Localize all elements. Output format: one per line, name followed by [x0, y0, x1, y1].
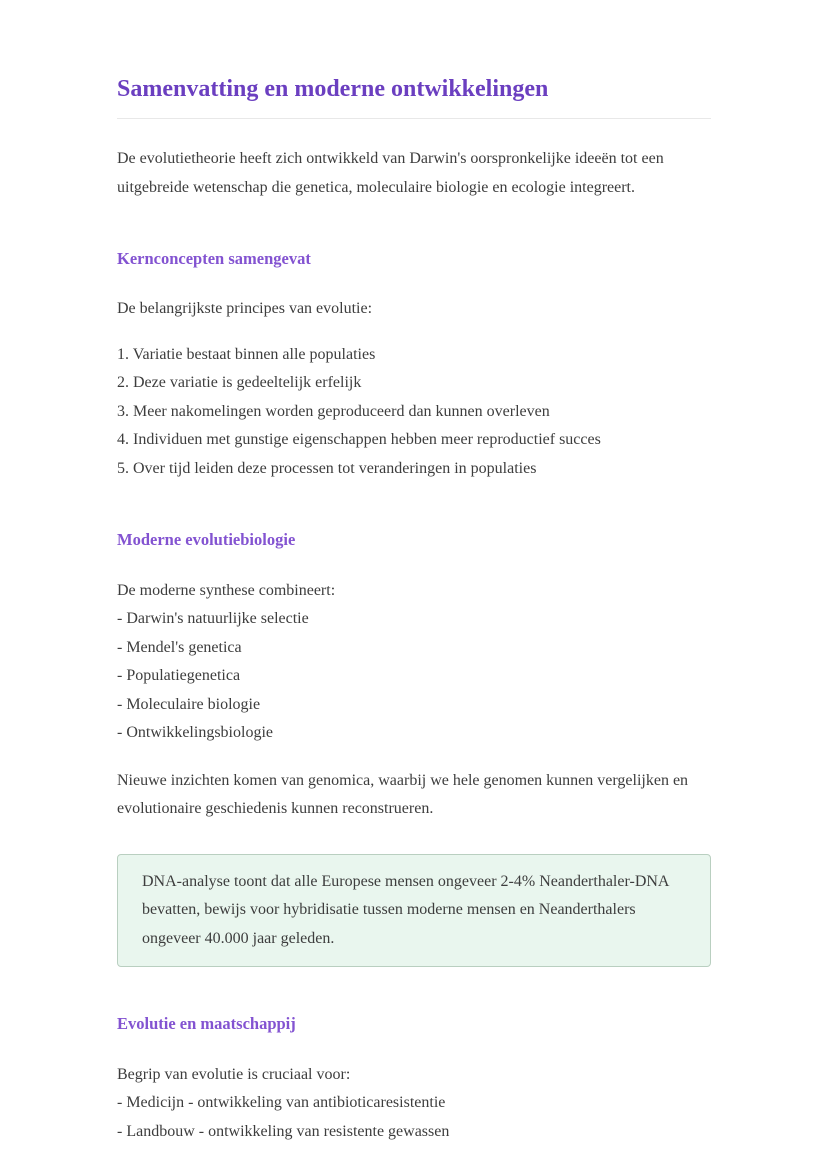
section-heading-evolutie-en-maatschappij: Evolutie en maatschappij — [117, 1014, 296, 1034]
list-item: - Mendel's genetica — [117, 638, 242, 656]
title-divider — [117, 118, 711, 119]
list-item: - Moleculaire biologie — [117, 695, 261, 713]
callout-box — [117, 854, 711, 968]
callout-text: DNA-analyse toont dat alle Europese mensen ongeveer 2-4% Neanderthaler-DNA bevatten, bewijs voor hybridisatie tussen moderne mensen en Neanderthalers ongeveer 40.000 jaar geleden. — [142, 872, 669, 947]
dash-list-lead: Begrip van evolutie is cruciaal voor: — [117, 1065, 351, 1083]
dash-list-maatschappij — [117, 1061, 711, 1147]
numbered-list — [117, 341, 711, 484]
list-item: - Medicijn - ontwikkeling van antibioticaresistentie — [117, 1094, 446, 1112]
section-heading-moderne-evolutiebiologie: Moderne evolutiebiologie — [117, 530, 296, 550]
list-item: 1. Variatie bestaat binnen alle populaties — [117, 345, 376, 363]
list-item: - Ontwikkelingsbiologie — [117, 724, 273, 742]
list-item: 3. Meer nakomelingen worden geproduceerd dan kunnen overleven — [117, 402, 550, 420]
list-item: 5. Over tijd leiden deze processen tot veranderingen in populaties — [117, 459, 537, 477]
list-item: 4. Individuen met gunstige eigenschappen hebben meer reproductief succes — [117, 431, 601, 449]
list-item: - Landbouw - ontwikkeling van resistente gewassen — [117, 1122, 450, 1140]
list-item: - Darwin's natuurlijke selectie — [117, 610, 309, 628]
section-heading-kernconcepten: Kernconcepten samengevat — [117, 249, 311, 268]
dash-list-lead: De moderne synthese combineert: — [117, 581, 336, 599]
dash-list-moderne — [117, 577, 711, 748]
kernconcepten-lead: De belangrijkste principes van evolutie: — [117, 300, 373, 318]
list-item: - Populatiegenetica — [117, 667, 241, 685]
intro-paragraph: De evolutietheorie heeft zich ontwikkeld van Darwin's oorspronkelijke ideeën tot een uitgebreide wetenschap die genetica, moleculaire biologie en ecologie integreert. — [117, 150, 664, 196]
genomica-paragraph: Nieuwe inzichten komen van genomica, waarbij we hele genomen kunnen vergelijken en evolutionaire geschiedenis kunnen reconstrueren. — [117, 771, 689, 818]
page-title: Samenvatting en moderne ontwikkelingen — [117, 76, 549, 102]
list-item: 2. Deze variatie is gedeeltelijk erfelijk — [117, 374, 362, 392]
